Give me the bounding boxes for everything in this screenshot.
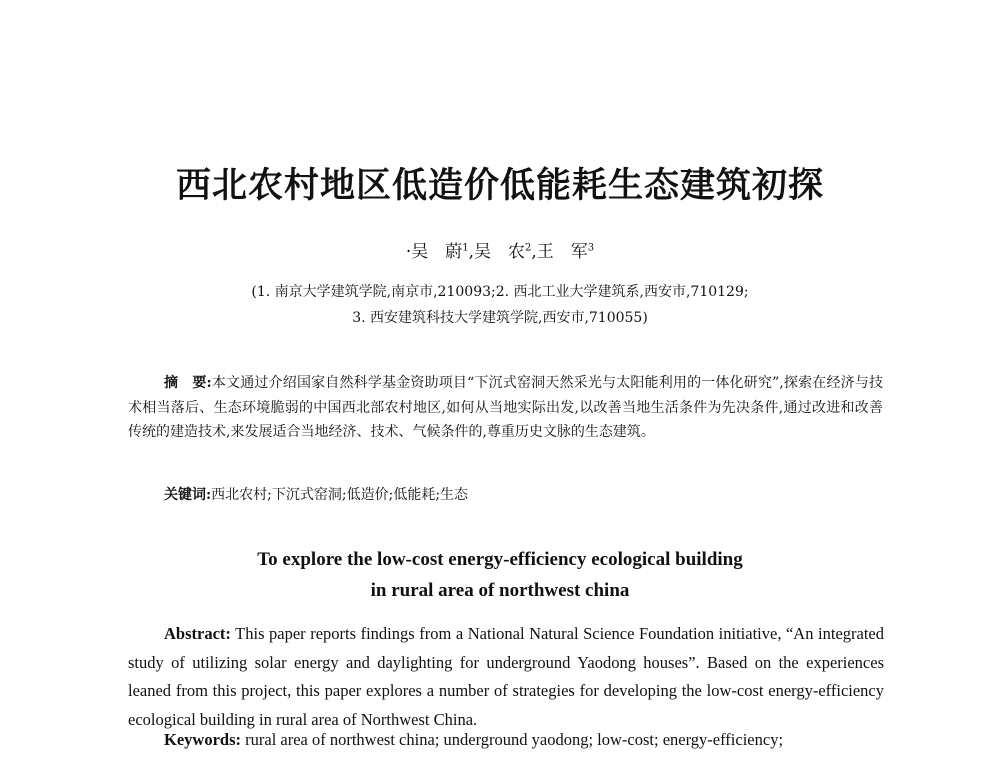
english-title-line-2: in rural area of northwest china bbox=[370, 580, 630, 601]
affiliation-line-1: (1. 南京大学建筑学院,南京市,210093;2. 西北工业大学建筑系,西安市,710129; bbox=[251, 284, 749, 300]
english-keywords bbox=[164, 727, 924, 753]
english-keywords-label: Keywords: bbox=[164, 730, 241, 749]
chinese-abstract-label: 摘 要: bbox=[164, 375, 212, 391]
chinese-keywords bbox=[164, 484, 884, 506]
english-keywords-text: rural area of northwest china; underground yaodong; low-cost; energy-efficiency; bbox=[245, 730, 784, 749]
chinese-keywords-text: 西北农村;下沉式窑洞;低造价;低能耗;生态 bbox=[211, 487, 469, 503]
english-title-line-1: To explore the low-cost energy-efficiency ecological building bbox=[257, 549, 743, 570]
author-1: ·吴 蔚$^1$, bbox=[405, 242, 475, 262]
affiliation-line-2: 3. 西安建筑科技大学建筑学院,西安市,710055) bbox=[352, 310, 648, 326]
author-3: 王 军$^3$ bbox=[536, 242, 595, 262]
english-abstract bbox=[128, 620, 884, 734]
author-line bbox=[0, 240, 1000, 264]
author-2: 吴 农$^2$, bbox=[474, 242, 537, 262]
chinese-abstract-text: 本文通过介绍国家自然科学基金资助项目“下沉式窑洞天然采光与太阳能利用的一体化研究”,探索在经济与技术相当落后、生态环境脆弱的中国西北部农村地区,如何从当地实际出发,以改善当地生活条件为先决条件,通过改进和改善传统的建造技术,来发展适合当地经济、技术、气候条件的,尊重历史文脉的生态建筑。 bbox=[128, 375, 883, 440]
chinese-abstract bbox=[128, 371, 883, 445]
english-abstract-label: Abstract: bbox=[164, 624, 231, 643]
chinese-title: 西北农村地区低造价低能耗生态建筑初探 bbox=[175, 165, 824, 206]
chinese-keywords-label: 关键词: bbox=[164, 487, 212, 503]
english-abstract-text: This paper reports findings from a National Natural Science Foundation initiative, “An integrated study of utilizing solar energy and daylighting for underground Yaodong houses”. Based on the experiences leaned from this project, this paper explores a number of strategies for developing the low-cost energy-efficiency ecological building in rural area of Northwest China. bbox=[128, 624, 884, 729]
